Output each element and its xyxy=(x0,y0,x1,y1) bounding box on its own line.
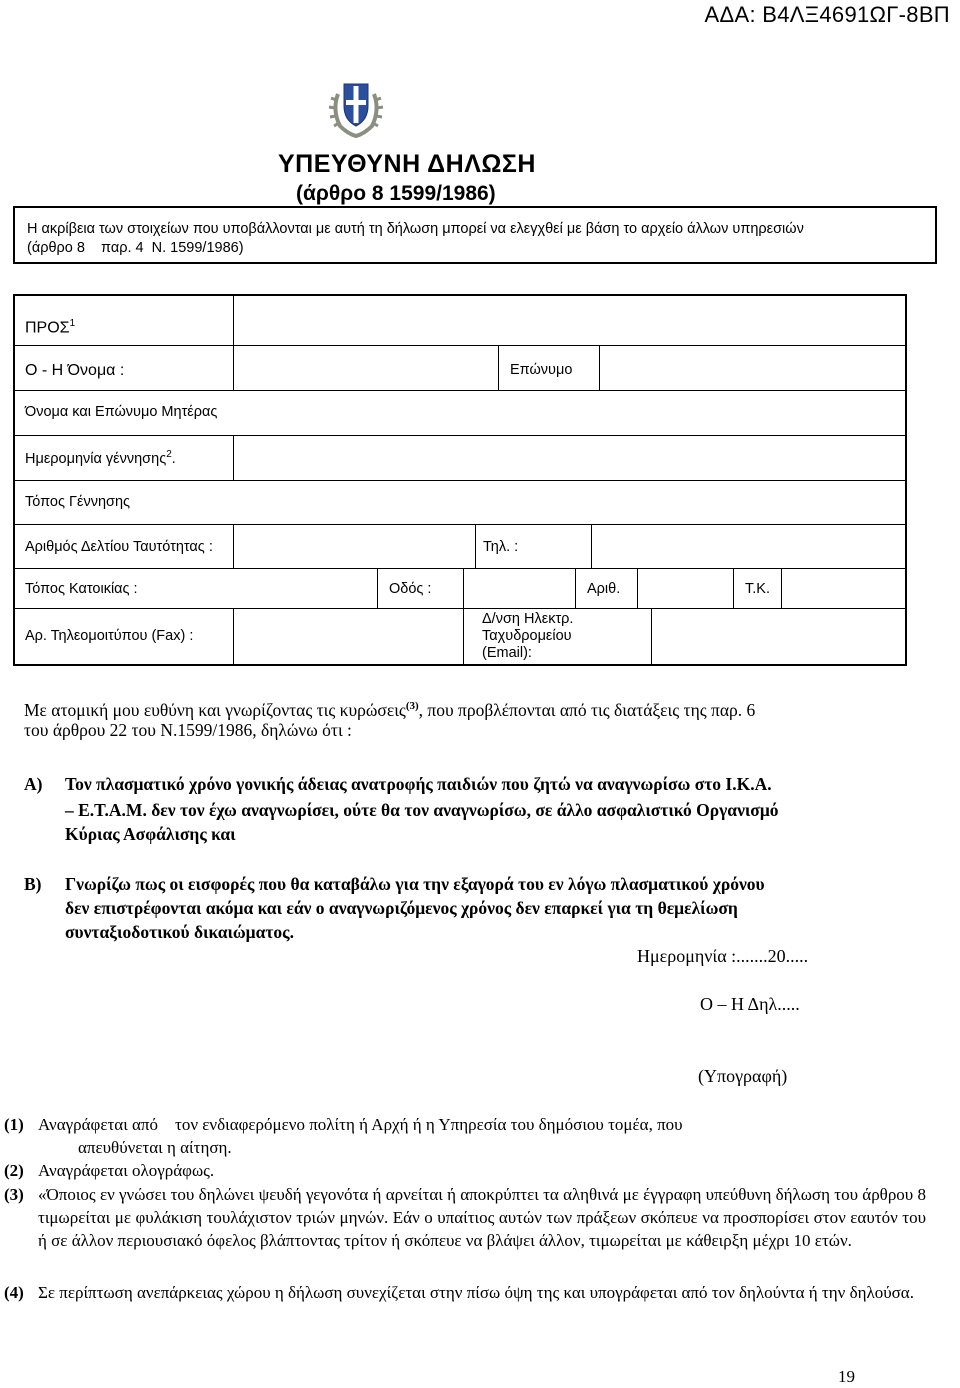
footnotes xyxy=(0,1113,960,1329)
surname-label: Επώνυμο xyxy=(510,362,573,378)
intro-text-c: του άρθρου 22 του Ν.1599/1986, δηλώνω ότι : xyxy=(24,720,352,740)
footnote-3-text: «Όποιος εν γνώσει του δηλώνει ψευδή γεγονότα ή αρνείται ή αποκρύπτει τα αληθινά με έγγραφη υπεύθυνη δήλωση του άρθρου 8 τιμωρείται με φυλάκιση τουλάχιστον τριών μηνών. Εάν ο υπαίτιος αυτών των πράξεων σκόπευε να προσπορίσει στον εαυτόν του ή σε άλλον περιουσιακό όφελος βλάπτοντας τρίτον ή σκόπευε να βλάψει άλλον, τιμωρείται με κάθειρξη μέχρι 10 ετών. xyxy=(38,1185,926,1250)
form-column-line xyxy=(651,608,652,666)
form-divider xyxy=(15,435,905,436)
footnote-3-number: (3) xyxy=(4,1185,24,1204)
email-label xyxy=(482,611,573,662)
footnote-1-continuation: απευθύνεται η αίτηση. xyxy=(78,1138,232,1157)
footnote-ref-3: (3) xyxy=(405,700,419,712)
ada-code: ΑΔΑ: Β4ΛΞ4691ΩΓ-8ΒΠ xyxy=(704,2,950,27)
residence-label: Τόπος Κατοικίας : xyxy=(25,581,138,597)
phone-label: Τηλ. : xyxy=(483,539,519,555)
footnote-ref-1: 1 xyxy=(69,318,76,329)
declarant-form xyxy=(13,294,907,666)
mother-name-label: Όνομα και Επώνυμο Μητέρας xyxy=(25,404,218,420)
form-divider xyxy=(15,480,905,481)
accuracy-notice xyxy=(13,206,937,264)
birth-place-label: Τόπος Γέννησης xyxy=(25,494,131,510)
email-label-line-2: Ταχυδρομείου xyxy=(482,628,572,644)
intro-text-b: , που προβλέπονται από τις διατάξεις της παρ. 6 xyxy=(418,699,756,720)
form-column-line xyxy=(575,568,576,608)
declarant-line: Ο – Η Δηλ..... xyxy=(700,994,800,1014)
birth-date-text: Ημερομηνία γέννησης xyxy=(25,450,167,467)
form-column-line xyxy=(591,524,592,568)
notice-line-1: Η ακρίβεια των στοιχείων που υποβάλλονται με αυτή τη δήλωση μπορεί να ελεγχθεί με βάση το αρχείο άλλων υπηρεσιών xyxy=(27,221,804,237)
footnote-4-text: Σε περίπτωση ανεπάρκειας χώρου η δήλωση συνεχίζεται στην πίσω όψη της και υπογράφεται από τον δηλούντα ή την δηλούσα. xyxy=(38,1283,914,1302)
date-line: Ημερομηνία :.......20..... xyxy=(637,946,809,966)
footnote-1-number: (1) xyxy=(4,1115,24,1134)
clause-b-marker: Β) xyxy=(24,874,42,894)
footnote-1-text: Αναγράφεται από τον ενδιαφερόμενο πολίτη ή Αρχή ή η Υπηρεσία του δημόσιου τομέα, που xyxy=(38,1115,683,1134)
recipient-text: ΠΡΟΣ xyxy=(25,319,70,337)
form-divider xyxy=(15,568,905,569)
greek-coat-of-arms-icon xyxy=(328,76,384,138)
document-title: ΥΠΕΥΘΥΝΗ ΔΗΛΩΣΗ xyxy=(278,150,536,178)
document-subtitle: (άρθρο 8 1599/1986) xyxy=(296,182,496,205)
form-column-line xyxy=(233,435,234,480)
birth-date-dot: . xyxy=(171,450,176,467)
recipient-label xyxy=(25,318,75,337)
form-column-line xyxy=(781,568,782,608)
form-column-line xyxy=(498,345,499,390)
form-column-line xyxy=(463,568,464,608)
notice-line-2: (άρθρο 8 παρ. 4 Ν. 1599/1986) xyxy=(27,240,244,256)
form-column-line xyxy=(475,524,476,568)
clause-a-marker: Α) xyxy=(24,774,43,794)
first-name-label: Ο - Η Όνομα : xyxy=(25,362,125,379)
form-column-line xyxy=(377,568,378,608)
clause-a-line-1: Τον πλασματικό χρόνο γονικής άδειας ανατροφής παιδιών που ζητώ να αναγνωρίσω στο Ι.Κ.Α. xyxy=(65,774,772,794)
form-column-line xyxy=(463,608,464,666)
page-number: 19 xyxy=(838,1367,855,1386)
footnote-2-text: Αναγράφεται ολογράφως. xyxy=(38,1161,215,1180)
footnote-4-number: (4) xyxy=(4,1283,24,1302)
form-divider xyxy=(15,390,905,391)
form-divider xyxy=(15,608,905,609)
email-label-line-3: (Email): xyxy=(482,645,532,661)
street-label: Οδός : xyxy=(389,581,432,597)
clause-b-line-3: συνταξιοδοτικού δικαιώματος. xyxy=(65,922,294,942)
clause-a-line-3: Κύριας Ασφάλισης και xyxy=(65,824,236,844)
form-column-line xyxy=(233,345,234,390)
form-divider xyxy=(15,524,905,525)
form-column-line xyxy=(233,524,234,568)
footnote-ref-2: 2 xyxy=(166,449,172,460)
email-label-line-1: Δ/νση Ηλεκτρ. xyxy=(482,611,574,627)
form-column-line xyxy=(233,608,234,666)
id-number-label: Αριθμός Δελτίου Ταυτότητας : xyxy=(25,539,213,555)
intro-text-a: Με ατομική μου ευθύνη και γνωρίζοντας τις κυρώσεις xyxy=(24,699,406,720)
form-divider xyxy=(15,345,905,346)
footnote-2-number: (2) xyxy=(4,1161,24,1180)
fax-label: Αρ. Τηλεομοιτύπου (Fax) : xyxy=(25,628,194,644)
form-column-line xyxy=(233,296,234,345)
form-column-line xyxy=(637,568,638,608)
clause-b-line-1: Γνωρίζω πως οι εισφορές που θα καταβάλω για την εξαγορά του εν λόγω πλασματικού χρόνου xyxy=(65,874,765,894)
signature-label: (Υπογραφή) xyxy=(698,1066,788,1086)
form-column-line xyxy=(599,345,600,390)
postal-code-label: Τ.Κ. xyxy=(745,581,770,597)
birth-date-label xyxy=(25,449,176,467)
clause-a-line-2: – Ε.Τ.Α.Μ. δεν τον έχω αναγνωρίσει, ούτε θα τον αναγνωρίσω, σε άλλο ασφαλιστικό Οργανισμό xyxy=(65,800,779,820)
street-number-label: Αριθ. xyxy=(587,581,621,597)
form-column-line xyxy=(733,568,734,608)
clause-b-line-2: δεν επιστρέφονται ακόμα και εάν ο αναγνωριζόμενος χρόνος δεν επαρκεί για τη θεμελίωση xyxy=(65,898,738,918)
